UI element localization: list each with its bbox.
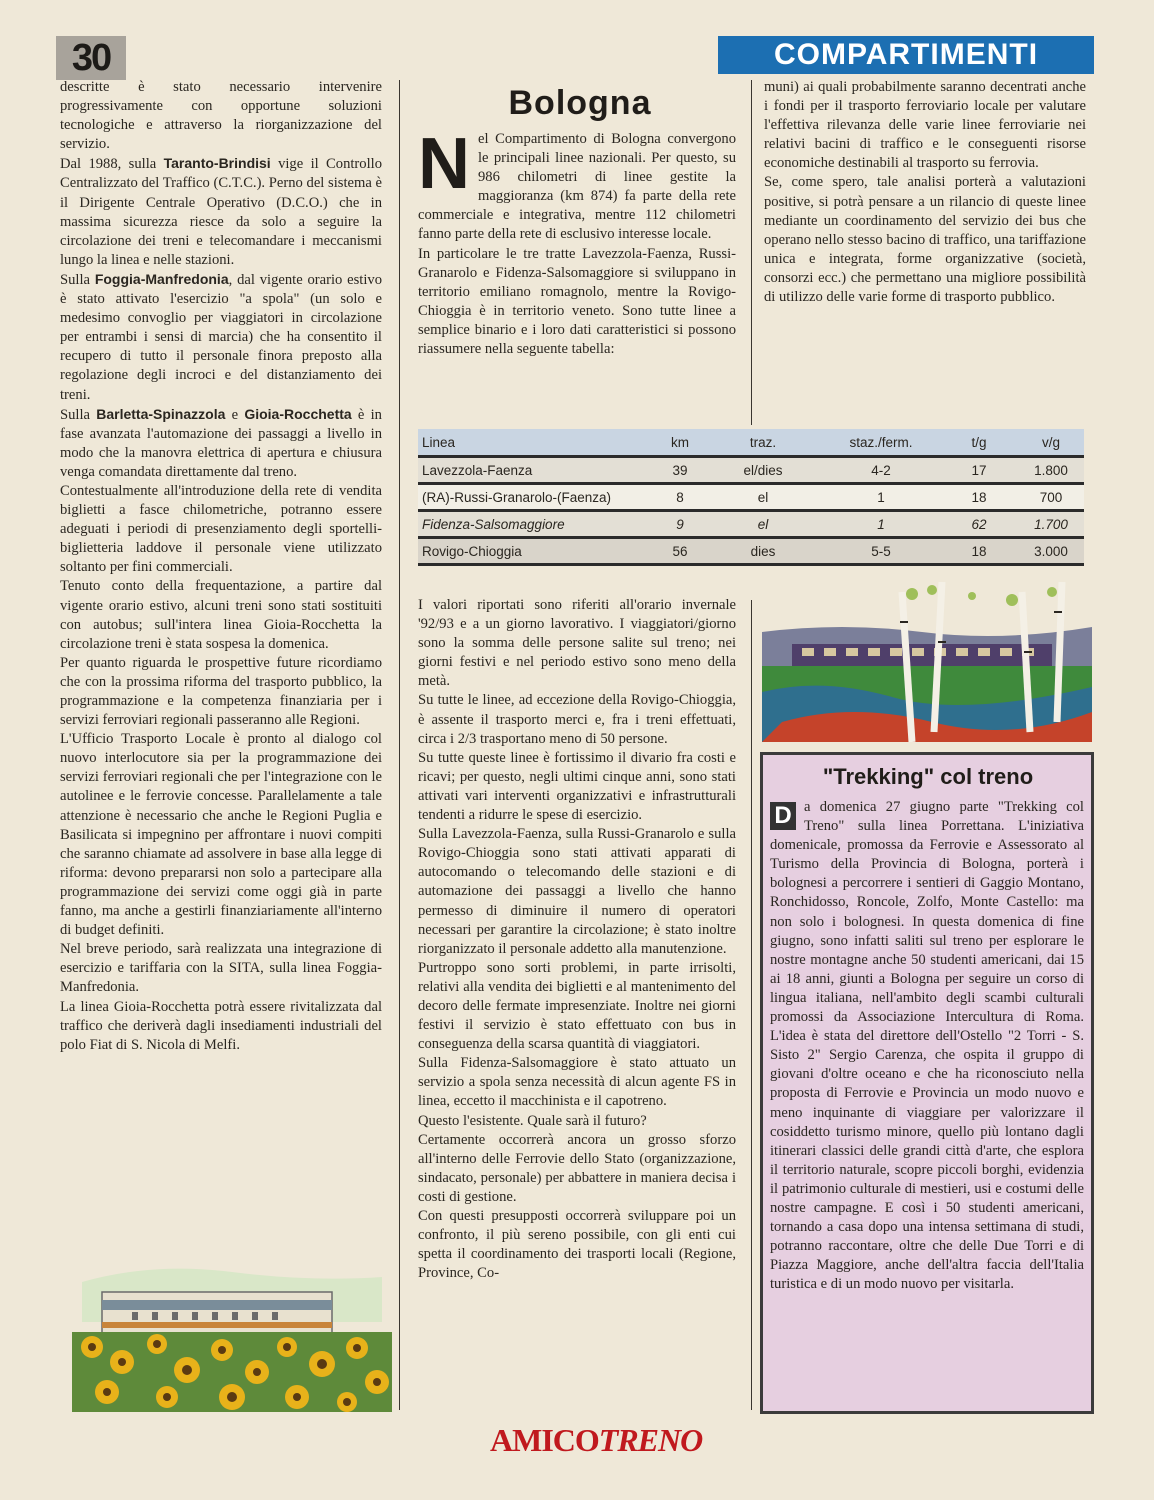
table-cell: 4-2 [822,457,940,484]
table-cell: 8 [656,484,704,511]
middle-column-body [418,596,736,1283]
table-cell: 39 [656,457,704,484]
middle-paragraph: Con questi presupposti occorrerà sviluppare poi un confronto, il più sereno possibile, con gli enti cui spetta il coordinamento dei trasporti locali (Regione, Province, Co- [418,1208,736,1282]
table-cell: Rovigo-Chioggia [418,538,656,565]
table-cell: 18 [940,484,1018,511]
table-cell: 3.000 [1018,538,1084,565]
table-cell: Fidenza-Salsomaggiore [418,511,656,538]
table-row [418,484,1084,511]
table-cell: Lavezzola-Faenza [418,457,656,484]
trekking-text [770,798,1084,1294]
table-row [418,538,1084,565]
middle-paragraph: Su tutte queste linee è fortissimo il divario fra costi e ricavi; per questo, negli ultimi cinque anni, sono stati attivati vari interventi organizzativi e infrastrutturali tendenti a ridurre le spese di esercizio. [418,749,736,824]
table-cell: (RA)-Russi-Granarolo-(Faenza) [418,484,656,511]
table-header-cell: Linea [418,429,656,457]
left-paragraph: Sulla Foggia-Manfredonia, dal vigente orario estivo è stato attivato l'esercizio "a spola" (un solo e medesimo convoglio per viaggiatori in circolazione per entrambi i sensi di marcia) che ha consentito il recupero di tutto il personale finora preposto alla regolazione degli incroci e del distanziamento dei treni. [60,270,383,403]
table-cell: 9 [656,511,704,538]
table-row [418,511,1084,538]
middle-column-top [418,124,736,359]
railway-lines-table [418,429,1084,566]
table-cell: 56 [656,538,704,565]
table-cell: 5-5 [822,538,940,565]
page-number: 30 [56,36,126,80]
column-rule [751,80,752,425]
right-column-top [764,78,1086,307]
table-cell: 700 [1018,484,1084,511]
middle-paragraph: Su tutte le linee, ad eccezione della Rovigo-Chioggia, è assente il trasporto merci e, fra i treni effettuati, circa i 2/3 trasportano meno di 50 persone. [418,692,736,747]
article-title: Bologna [508,84,652,122]
dropcap: N [418,124,470,204]
table-cell: 17 [940,457,1018,484]
right-paragraph: muni) ai quali probabilmente saranno decentrati anche i fondi per il trasporto ferroviario locale per valutare l'effettiva rilevanza delle varie linee ferroviarie nei relativi bacini di traffico e le conseguenti risorse economiche destinabili al trasporto su ferrovia. [764,79,1086,172]
table-header [418,429,1084,457]
middle-paragraph: In particolare le tre tratte Lavezzola-Faenza, Russi-Granarolo e Fidenza-Salsomaggiore si sviluppano in territorio emiliano romagnolo, mentre la Rovigo-Chioggia è in territorio veneto. Sono tutte linee a semplice binario e i loro dati caratteristici si possono riassumere nella seguente tabella: [418,245,736,358]
left-column [60,78,382,1055]
table-cell: 1 [822,484,940,511]
left-paragraph: Tenuto conto della frequentazione, a partire dal vigente orario estivo, alcuni treni sono stati sostituiti con autobus; sull'intera linea Gioia-Rocchetta la circolazione treni è stata sospesa la domenica. [60,578,382,652]
middle-paragraph: Sulla Lavezzola-Faenza, sulla Russi-Granarolo e sulla Rovigo-Chioggia sono stati attivati apparati di autocomando o telecomando delle stazioni e di automazione dei passaggi a livello che hanno permesso di diminuire il numero di operatori necessari per garantire la circolazione; è stato inoltre riorganizzato il personale addetto alla manutenzione. [418,826,736,957]
magazine-logo: AMICOTRENO [490,1422,703,1458]
table-cell: 18 [940,538,1018,565]
table-cell: 1 [822,511,940,538]
table-header-cell: v/g [1018,429,1084,457]
middle-paragraph: Questo l'esistente. Quale sarà il futuro? [418,1112,647,1129]
table-header-cell: t/g [940,429,1018,457]
left-paragraph: La linea Gioia-Rocchetta potrà essere rivitalizzata dal traffico che deriverà dagli insediamenti industriali del polo Fiat di S. Nicola di Melfi. [60,998,382,1053]
trekking-title: "Trekking" col treno [822,764,1034,789]
table-cell: 1.700 [1018,511,1084,538]
table-row [418,457,1084,484]
middle-paragraph: I valori riportati sono riferiti all'orario invernale '92/93 e a un giorno lavorativo. I viaggiatori/giorno sono la somma delle persone salite sul treno; nei giorni festivi e nel periodo estivo sono meno della metà. [418,597,736,690]
table-cell: el/dies [704,457,822,484]
table-cell: el [704,484,822,511]
intro-paragraph: Nel Compartimento di Bologna convergono le principali linee nazionali. Per questo, su 986 chilometri di linee gestite la maggioranza (km 874) fa parte della rete commerciale e integrativa, mentre 112 chilometri fanno parte della rete di esclusivo interesse locale. [418,124,736,243]
middle-paragraph: Certamente occorrerà ancora un grosso sforzo all'interno delle Ferrovie dello Stato (organizzazione, sindacato, personale) per abbattere in maniera decisa i costi di gestione. [418,1131,736,1205]
table-cell: 62 [940,511,1018,538]
left-paragraph: L'Ufficio Trasporto Locale è pronto al dialogo col nuovo interlocutore sia per la programmazione dei servizi ferroviari regionali che per l'integrazione con le autolinee e le ferrovie concesse. Parallelamente a tale attenzione è necessario che anche le Regioni Puglia e Basilicata si impegnino per affrontare i nuovi compiti che saranno chiamate ad assolvere in base alla legge di riforma: devono prepararsi non solo a partecipare alla programmazione dei servizi come oggi già in parte fanno, ma anche a gestirli finanziariamente all'interno di budget definiti. [60,731,382,939]
middle-paragraph: Purtroppo sono sorti problemi, in parte irrisolti, relativi alla vendita dei biglietti e al mantenimento del decoro delle fermate impresenziate. Inoltre nei giorni festivi il servizio è stato effettuato con bus in conseguenza della scarsa quantità di viaggiatori. [418,959,736,1053]
table-cell: el [704,511,822,538]
trekking-dropcap: D [770,802,796,830]
left-paragraph: Dal 1988, sulla Taranto-Brindisi vige il Controllo Centralizzato del Traffico (C.T.C.). Perno del sistema è il Dirigente Centrale Operativo (D.C.O.) che in massima sicurezza riesce da solo a seguire la circolazione dei treni e telecomandare i meccanismi lungo la linea e nelle stazioni. [60,155,382,268]
table-header-cell: km [656,429,704,457]
table-header-cell: traz. [704,429,822,457]
table-cell: 1.800 [1018,457,1084,484]
table-cell: dies [704,538,822,565]
column-rule [751,600,752,1410]
right-paragraph: Se, come spero, tale analisi porterà a valutazioni positive, si potrà pensare a un rilancio di queste linee mediante un coordinamento del servizio dei bus che operano nello stesso bacino di traffico, una tariffazione unica e integrata, forme organizzative (società, consorzi ecc.) che permettano una migliore possibilità di utilizzo delle varie forme di trasporto pubblico. [764,174,1086,306]
left-paragraph: Sulla Barletta-Spinazzola e Gioia-Rocchetta è in fase avanzata l'automazione dei passaggi a livello in modo che la manovra elettrica di apertura e chiusura venga comandata direttamente dal treno. [60,405,382,480]
left-paragraph: Contestualmente all'introduzione della rete di vendita biglietti a fasce chilometriche, potranno essere adeguati i periodi di presenziamento degli sportelli-biglietteria laddove il personale viene utilizzato soltanto per fini commerciali. [60,482,382,576]
left-paragraph: descritte è stato necessario intervenire progressivamente con opportune soluzioni tecnologiche e attraverso la riorganizzazione del servizio. [60,79,382,153]
column-rule [399,80,400,1410]
left-paragraph: Per quanto riguarda le prospettive future ricordiamo che con la prossima riforma del trasporto pubblico, la programmazione e la competenza finanziaria per i servizi ferroviari regionali passeranno alle Regioni. [60,654,382,729]
middle-paragraph: Sulla Fidenza-Salsomaggiore è stato attuato un servizio a spola senza necessità di alcun agente FS in linea, eccetto il macchinista e il capotreno. [418,1055,736,1110]
left-paragraph: Nel breve periodo, sarà realizzata una integrazione di esercizio e tariffaria con la SITA, sulla linea Foggia-Manfredonia. [60,941,382,996]
trekking-paragraph: D a domenica 27 giugno parte "Trekking col Treno" sulla linea Porrettana. L'iniziativa domenicale, promossa da Ferrovie e Assessorato al Turismo della Provincia di Bologna, porterà i bolognesi a percorrere i sentieri di Gaggio Montano, Ronchidosso, Roncole, Zolfo, Monte Castello: ma non solo i bolognesi. In questa domenica di fine giugno, sono infatti saliti sul treno per esplorare le nostre montagne anche 50 studenti americani, dai 15 ai 18 anni, giunti a Bologna per seguire un corso di lingua italiana, nell'ambito degli scambi culturali promossi da Associazione Intercultura di Roma. L'idea è stata del direttore dell'Ostello "2 Torri - S. Sisto 2" Sergio Carenza, che ospita il gruppo di giovani d'oltre oceano e che ha riconosciuto nella proposta di Ferrovie e Provincia un modo nuovo e meno inquinante di viaggiare per valorizzare il cosiddetto turismo minore, quello più lontano dagli itinerari classici delle grandi città d'arte, che esplora il territorio naturale, scopre piccoli borghi, evidenzia il patrimonio culturale di mestieri, usi e costumi delle nostre campagne. E così i 50 studenti americani, tornando a casa dopo una intensa settimana di studi, potranno raccontare, oltre che delle Due Torri e di Piazza Maggiore, anche dell'altra faccia dell'Italia turistica e di un modo nuovo per visitarla. [770,799,1084,1293]
train-sunflowers-illustration [72,1252,392,1412]
section-banner: COMPARTIMENTI [718,36,1094,74]
table-header-cell: staz./ferm. [822,429,940,457]
train-birches-illustration [762,582,1092,742]
